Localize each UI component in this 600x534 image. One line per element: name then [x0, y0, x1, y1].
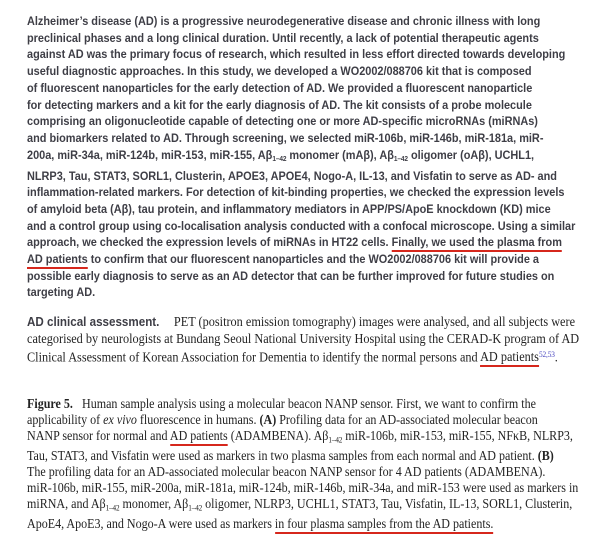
red-underlined-text: AD patients [170, 428, 228, 446]
text-segment: monomer, Aβ [119, 495, 189, 511]
text-line [27, 46, 566, 63]
text-line [27, 284, 532, 301]
text-line [27, 427, 573, 448]
bold-text-segment: (A) [259, 411, 277, 427]
text-line [27, 495, 573, 516]
text-line [27, 464, 550, 480]
reference-superscript: 52,53 [538, 349, 555, 359]
text-segment: (ADAMBENA). Aβ [227, 427, 329, 443]
text-line [27, 63, 532, 80]
text-segment: targeting AD. [27, 285, 96, 300]
text-segment: oligomer, NLRP3, UCHL1, STAT3, Tau, Visfatin, IL-13, SORL1, Clusterin, [202, 495, 573, 511]
text-segment: approach, we checked the expression levels of miRNAs in HT22 cells. [27, 235, 392, 250]
text-segment: 1–42 [272, 153, 287, 163]
red-underlined-text: AD patients [480, 349, 539, 367]
bold-text-segment: Figure 5. [27, 395, 73, 411]
text-segment: 1–42 [188, 503, 203, 513]
text-line [27, 218, 576, 235]
text-segment: ApoE4, ApoE3, and Nogo-A were used as markers [27, 515, 275, 531]
section-heading: AD clinical assessment. [27, 314, 160, 330]
text-segment: Clinical Assessment of Korean Association for Dementia to identify the normal persons and [27, 349, 481, 365]
red-underlined-text: AD patients [27, 252, 88, 269]
text-line [27, 396, 550, 412]
section-ad-clinical-assessment [27, 314, 600, 366]
text-segment: miR-106b, miR-155, miR-200a, miR-181a, miR-124b, miR-146b, miR-34a, and miR-153 were used as markers in [27, 479, 579, 495]
text-line [27, 268, 555, 285]
text-line [27, 234, 562, 251]
text-line [27, 412, 550, 428]
text-segment: 200a, miR-34a, miR-124b, miR-153, miR-155, Aβ [27, 147, 273, 162]
text-segment: inflammation-related markers. For detection of kit-binding properties, we checked the expression levels [27, 185, 565, 200]
text-segment: categorised by neurologists at Bundang Seoul National University Hospital using the CERAD-K program of AD [27, 330, 580, 346]
text-segment: of fluorescent nanoparticles for the early detection of AD. We provided a fluorescent nanoparticle [27, 80, 533, 95]
text-segment: Alzheimer’s disease (AD) is a progressive neurodegenerative disease and chronic illness with long [27, 14, 541, 28]
text-line [27, 168, 557, 185]
text-segment: Human sample analysis using a molecular beacon NANP sensor. First, we want to confirm the [82, 395, 536, 411]
text-segment: applicability of [27, 411, 104, 427]
text-line [27, 447, 554, 464]
text-segment: NANP sensor for normal and [27, 427, 170, 443]
text-segment: miRNA, and Aβ [27, 495, 106, 511]
text-segment: PET (positron emission tomography) images were analysed, and all subjects were [173, 314, 576, 330]
text-line [27, 184, 565, 201]
text-segment: The profiling data for an AD-associated molecular beacon NANP sensor for 4 AD patients (ADAMBENA). [27, 463, 546, 479]
text-segment: Tau, STAT3, and Visfatin were used as markers in two plasma samples from each normal and AD patient. [27, 447, 538, 463]
text-segment: . [554, 349, 558, 365]
bold-text-segment: (B) [537, 447, 554, 463]
text-segment: ex vivo [103, 411, 137, 427]
text-line [27, 314, 576, 330]
text-line [27, 80, 532, 97]
text-line [27, 13, 541, 30]
text-segment: against AD was the primary focus of research, which resulted in less effort directed towards developing [27, 47, 566, 62]
text-segment: possible early diagnosis to serve as an AD detector that can be further improved for future studies on [27, 268, 555, 283]
text-segment: useful diagnostic approaches. In this study, we developed a WO2002/088706 kit that is composed [27, 64, 532, 79]
text-segment: monomer (mAβ), Aβ [286, 147, 394, 162]
text-line [27, 97, 532, 114]
text-line [27, 113, 538, 130]
text-segment: 1–42 [105, 503, 120, 513]
text-segment: comprising an oligonucleotide capable of detecting one or more AD-specific microRNAs (miRNAs) [27, 114, 538, 129]
abstract-paragraph [27, 13, 600, 301]
text-line [27, 516, 550, 532]
text-segment: for detecting markers and a kit for the early diagnosis of AD. The kit consists of a probe molecule [27, 97, 532, 112]
text-segment: and a control group using co-localisation analysis conducted with a confocal microscope. Using a similar [27, 218, 576, 233]
text-segment: fluorescence in humans. [136, 411, 260, 427]
figure-5-caption [27, 396, 600, 532]
text-line [27, 479, 579, 496]
text-line [27, 201, 551, 218]
text-segment: 1–42 [328, 435, 343, 445]
text-segment: of amyloid beta (Aβ), tau protein, and inflammatory mediators in APP/PS/ApoE knockdown (KD) mice [27, 201, 551, 216]
text-segment: preclinical phases and a long clinical duration. Until recently, a lack of potential therapeutic agents [27, 30, 539, 45]
text-line [27, 251, 540, 268]
red-underlined-text: in four plasma samples from the AD patients. [275, 516, 494, 534]
text-segment: 1–42 [393, 153, 408, 163]
text-line [27, 30, 539, 47]
text-segment: miR-106b, miR-153, miR-155, NFκB, NLRP3, [342, 427, 573, 443]
red-underlined-text: Finally, we used the plasma from [392, 235, 562, 252]
text-line [27, 347, 558, 366]
text-line [27, 130, 544, 147]
text-line [27, 147, 535, 168]
text-segment: and biomarkers related to AD. Through screening, we selected miR-106b, miR-146b, miR-181a, miR- [27, 130, 544, 145]
text-segment: to confirm that our fluorescent nanoparticles and the WO2002/088706 kit will provide a [87, 252, 540, 267]
text-line [27, 330, 580, 347]
text-segment: NLRP3, Tau, STAT3, SORL1, Clusterin, APOE3, APOE4, Nogo-A, IL-13, and Visfatin to serve as AD- and [27, 168, 557, 183]
text-segment: Profiling data for an AD-associated molecular beacon [276, 411, 538, 427]
text-segment: oligomer (oAβ), UCHL1, [407, 147, 535, 162]
